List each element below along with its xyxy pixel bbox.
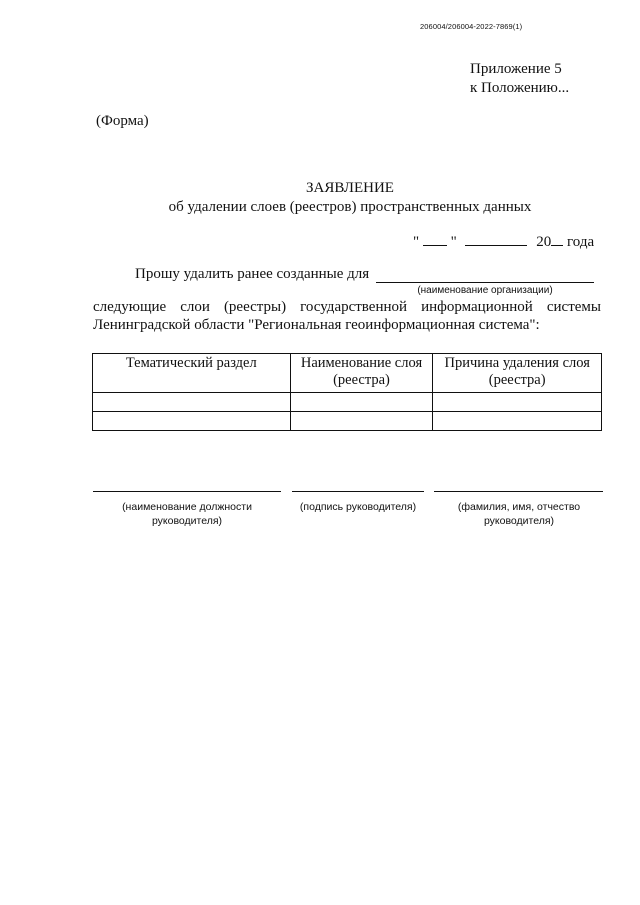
request-text-line-2: Ленинградской области "Региональная геоинформационная система": xyxy=(93,317,540,333)
signature-caption: (подпись руководителя) xyxy=(299,501,417,513)
table-header-row xyxy=(93,354,602,393)
month-blank[interactable] xyxy=(465,232,527,246)
document-title: ЗАЯВЛЕНИЕ xyxy=(306,180,394,196)
table-cell[interactable] xyxy=(433,412,602,431)
appendix-block xyxy=(470,60,569,98)
name-signature-line[interactable] xyxy=(434,491,603,492)
request-lead-text: Прошу удалить ранее созданные для xyxy=(135,266,370,282)
header-thematic-section: Тематический раздел xyxy=(93,354,291,393)
year-century: 20 xyxy=(536,234,552,250)
date-close-quote: " xyxy=(450,234,457,250)
request-text-line-1: следующие слои (реестры) государственной информационной системы xyxy=(93,299,601,315)
signature-line[interactable] xyxy=(292,491,424,492)
table-cell[interactable] xyxy=(290,412,433,431)
position-caption: (наименование должности руководителя) xyxy=(122,501,252,527)
day-blank[interactable] xyxy=(423,232,447,246)
table-cell[interactable] xyxy=(290,393,433,412)
table-row xyxy=(93,393,602,412)
appendix-number: Приложение 5 xyxy=(470,61,562,77)
year-word: года xyxy=(567,234,595,250)
form-label: (Форма) xyxy=(96,113,149,129)
document-id: 206004/206004-2022-7869(1) xyxy=(420,22,523,31)
table-cell[interactable] xyxy=(433,393,602,412)
table-cell[interactable] xyxy=(93,393,291,412)
header-removal-reason: Причина удаления слоя (реестра) xyxy=(433,354,602,393)
organization-blank[interactable] xyxy=(376,282,594,283)
date-line xyxy=(413,232,594,251)
date-open-quote: " xyxy=(413,234,420,250)
table-cell[interactable] xyxy=(93,412,291,431)
organization-caption: (наименование организации) xyxy=(417,285,553,296)
header-layer-name: Наименование слоя (реестра) xyxy=(290,354,433,393)
layers-table xyxy=(92,353,602,431)
table-row xyxy=(93,412,602,431)
position-signature-line[interactable] xyxy=(93,491,281,492)
year-blank[interactable] xyxy=(551,232,563,246)
appendix-reference: к Положению... xyxy=(470,80,570,96)
name-caption: (фамилия, имя, отчество руководителя) xyxy=(457,501,581,527)
document-subtitle: об удалении слоев (реестров) пространственных данных xyxy=(168,199,532,215)
